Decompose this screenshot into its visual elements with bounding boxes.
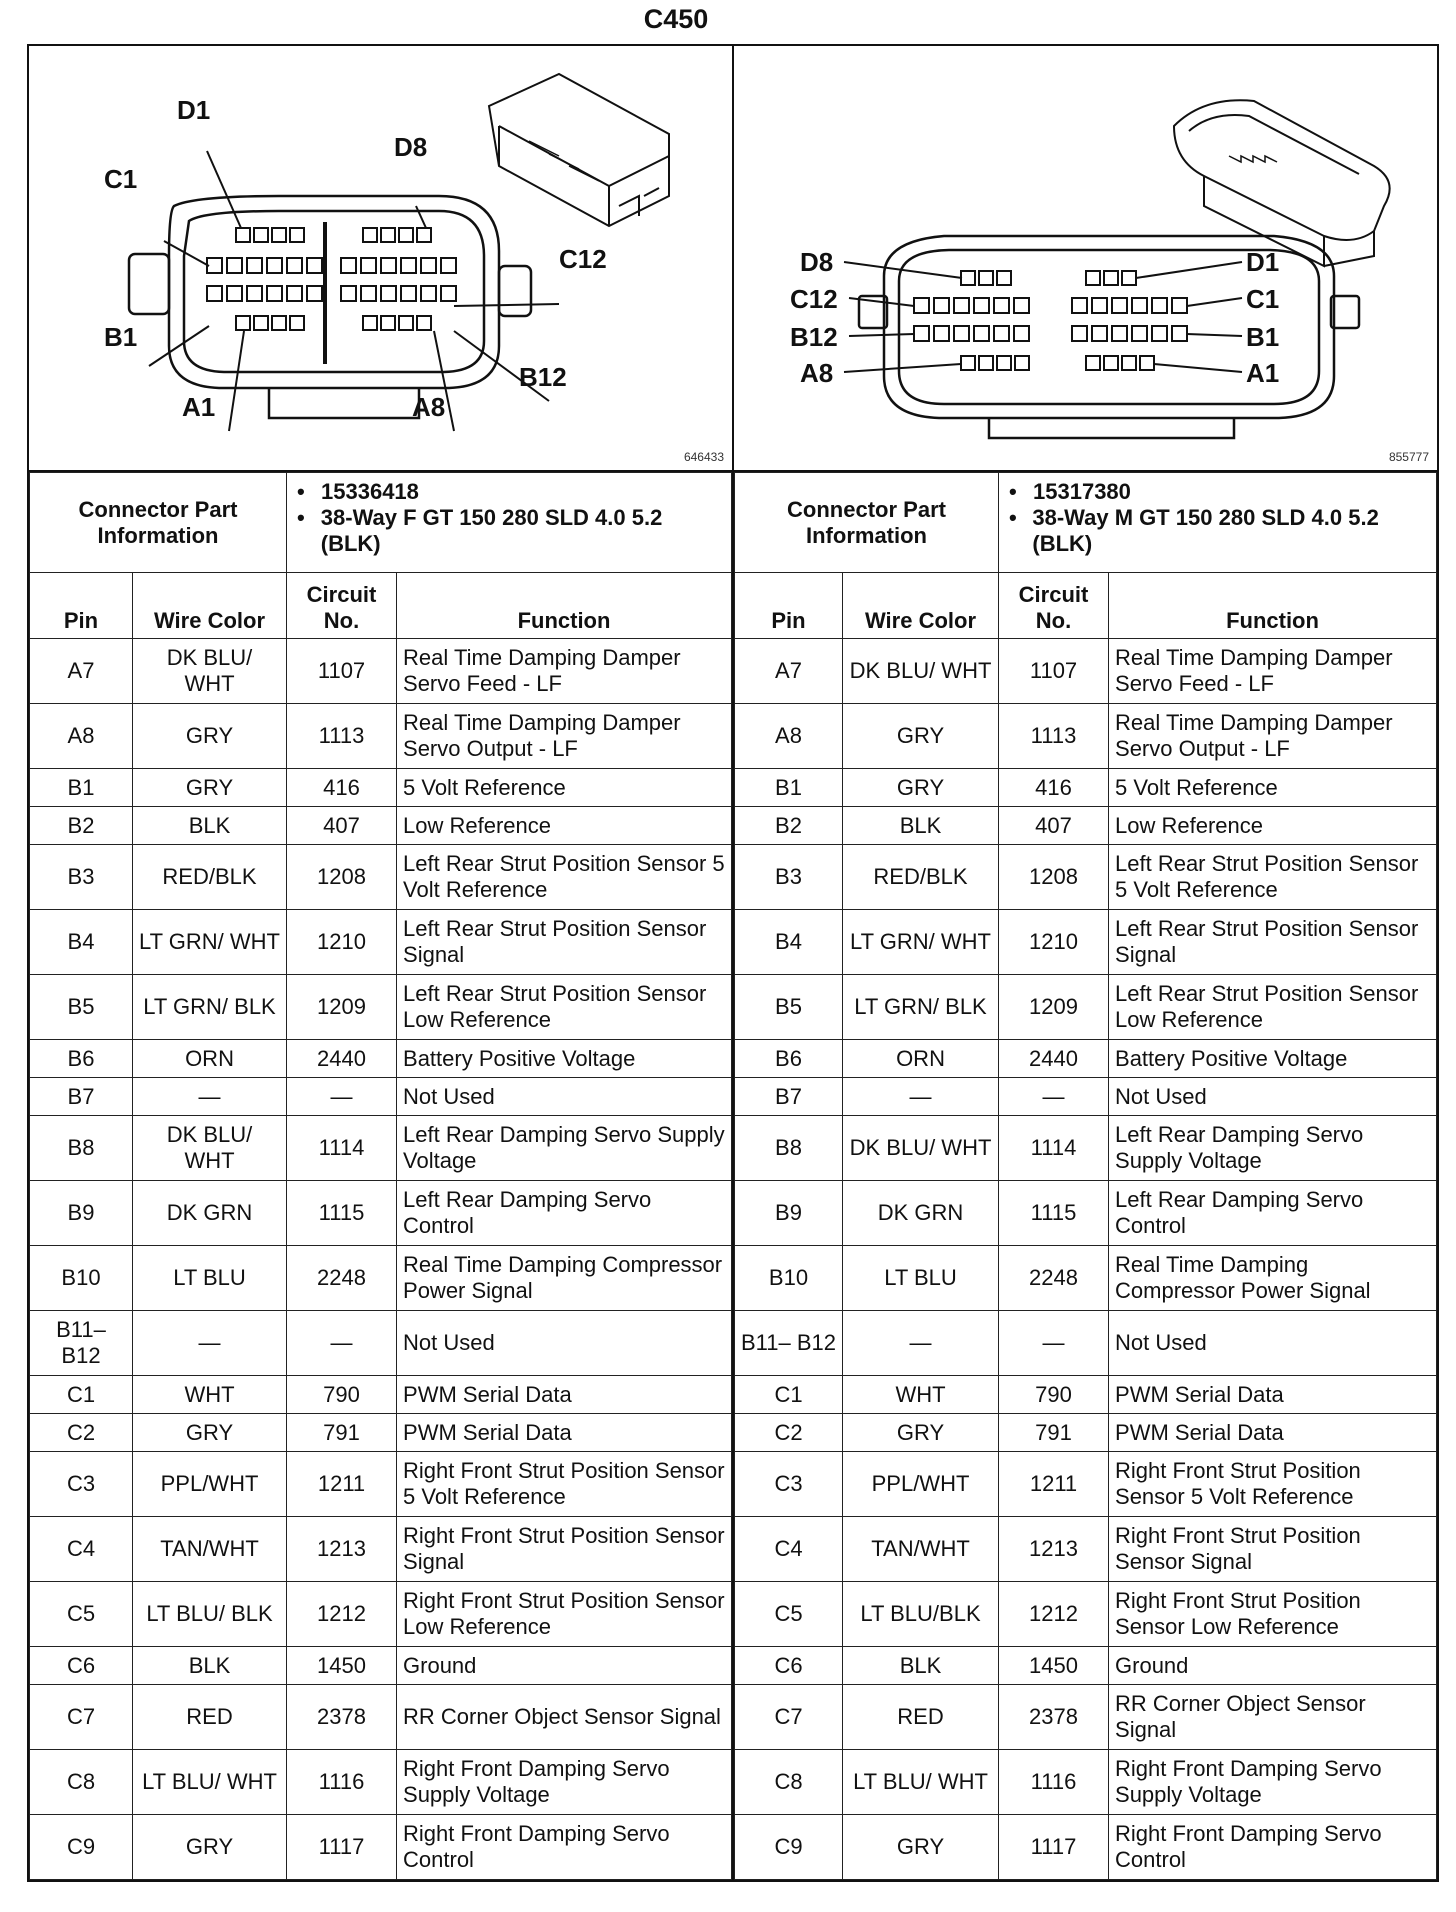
right-pinout-table (734, 472, 1437, 1880)
function-cell: Not Used (397, 1078, 732, 1116)
wire-color-cell: TAN/WHT (133, 1517, 287, 1582)
diagram-label-d1: D1 (1246, 247, 1280, 277)
header-wire-color: Wire Color (843, 573, 999, 639)
pin-cell: B8 (735, 1116, 843, 1181)
wire-color-cell: PPL/WHT (843, 1452, 999, 1517)
circuit-cell: 1210 (287, 910, 397, 975)
pin-row (735, 1078, 1437, 1116)
circuit-cell: 416 (287, 769, 397, 807)
function-cell: Right Front Strut Position Sensor Signal (397, 1517, 732, 1582)
pin-row (30, 1414, 732, 1452)
pin-row (735, 1582, 1437, 1647)
pin-cell: B1 (30, 769, 133, 807)
wire-color-cell: GRY (133, 704, 287, 769)
function-cell: PWM Serial Data (397, 1376, 732, 1414)
diagram-label-c1: C1 (104, 164, 138, 194)
pin-cell: B9 (30, 1181, 133, 1246)
left-pinout-table (29, 472, 732, 1880)
circuit-cell: 1212 (999, 1582, 1109, 1647)
circuit-cell: 1209 (287, 975, 397, 1040)
pin-row (30, 1311, 732, 1376)
function-cell: Right Front Strut Position Sensor Low Reference (1109, 1582, 1437, 1647)
function-cell: Left Rear Damping Servo Supply Voltage (1109, 1116, 1437, 1181)
pin-cell: A7 (735, 639, 843, 704)
circuit-cell: 1211 (287, 1452, 397, 1517)
circuit-cell: — (287, 1311, 397, 1376)
pin-cell: B7 (30, 1078, 133, 1116)
pin-cell: C9 (735, 1815, 843, 1880)
wire-color-cell: RED (843, 1685, 999, 1750)
function-cell: Ground (397, 1647, 732, 1685)
header-function: Function (397, 573, 732, 639)
circuit-cell: 1450 (287, 1647, 397, 1685)
function-cell: Real Time Damping Compressor Power Signal (1109, 1246, 1437, 1311)
pin-row (30, 1750, 732, 1815)
function-cell: RR Corner Object Sensor Signal (397, 1685, 732, 1750)
pin-row (30, 1376, 732, 1414)
pin-row (735, 1750, 1437, 1815)
circuit-cell: 1450 (999, 1647, 1109, 1685)
pin-row (735, 1040, 1437, 1078)
pin-cell: B1 (735, 769, 843, 807)
function-cell: Right Front Strut Position Sensor Signal (1109, 1517, 1437, 1582)
diagram-label-b1: B1 (1246, 322, 1280, 352)
wire-color-cell: LT GRN/ WHT (133, 910, 287, 975)
wire-color-cell: LT GRN/ WHT (843, 910, 999, 975)
right-connector-half (732, 46, 1437, 1880)
header-pin: Pin (30, 573, 133, 639)
wire-color-cell: DK BLU/ WHT (843, 1116, 999, 1181)
pin-cell: B3 (735, 845, 843, 910)
part-number: 15317380 (1033, 479, 1131, 504)
pin-row (735, 910, 1437, 975)
pin-cell: C3 (735, 1452, 843, 1517)
pin-row (735, 975, 1437, 1040)
connector-sheet (27, 44, 1439, 1882)
wire-color-cell: — (843, 1311, 999, 1376)
diagram-label-b12: B12 (790, 322, 838, 352)
circuit-cell: 2440 (287, 1040, 397, 1078)
pin-row (735, 704, 1437, 769)
wire-color-cell: TAN/WHT (843, 1517, 999, 1582)
circuit-cell: 2378 (999, 1685, 1109, 1750)
pin-cell: B9 (735, 1181, 843, 1246)
circuit-cell: 1210 (999, 910, 1109, 975)
pin-cell: B4 (735, 910, 843, 975)
diagram-label-a8: A8 (412, 392, 446, 422)
diagram-label-a1: A1 (182, 392, 216, 422)
circuit-cell: 1107 (287, 639, 397, 704)
pin-cell: C4 (735, 1517, 843, 1582)
diagram-label-c12: C12 (559, 244, 607, 274)
circuit-cell: 2248 (287, 1246, 397, 1311)
circuit-cell: 1115 (287, 1181, 397, 1246)
pin-cell: A7 (30, 639, 133, 704)
pin-row (30, 910, 732, 975)
function-cell: Left Rear Damping Servo Supply Voltage (397, 1116, 732, 1181)
pin-cell: C9 (30, 1815, 133, 1880)
function-cell: Left Rear Strut Position Sensor Low Reference (1109, 975, 1437, 1040)
pin-row (735, 1181, 1437, 1246)
pin-cell: B7 (735, 1078, 843, 1116)
pin-row (735, 807, 1437, 845)
pin-row (735, 1311, 1437, 1376)
pin-cell: B10 (30, 1246, 133, 1311)
function-cell: Left Rear Damping Servo Control (1109, 1181, 1437, 1246)
wire-color-cell: RED (133, 1685, 287, 1750)
circuit-cell: 2248 (999, 1246, 1109, 1311)
wire-color-cell: GRY (843, 1815, 999, 1880)
wire-color-cell: GRY (133, 1815, 287, 1880)
wire-color-cell: — (133, 1311, 287, 1376)
function-cell: Not Used (1109, 1078, 1437, 1116)
pin-row (735, 1414, 1437, 1452)
pin-cell: B3 (30, 845, 133, 910)
function-cell: Real Time Damping Compressor Power Signal (397, 1246, 732, 1311)
function-cell: Left Rear Strut Position Sensor 5 Volt Reference (397, 845, 732, 910)
diagram-label-b12: B12 (519, 362, 567, 392)
function-cell: Left Rear Strut Position Sensor Signal (1109, 910, 1437, 975)
wire-color-cell: DK BLU/ WHT (133, 639, 287, 704)
wire-color-cell: — (843, 1078, 999, 1116)
pin-cell: C1 (735, 1376, 843, 1414)
wire-color-cell: GRY (133, 1414, 287, 1452)
connector-part-info: • 15317380 • 38-Way M GT 150 280 SLD 4.0 5.2 (BLK) (999, 473, 1437, 573)
diagram-label-c12: C12 (790, 284, 838, 314)
wire-color-cell: LT BLU/BLK (843, 1582, 999, 1647)
wire-color-cell: BLK (133, 1647, 287, 1685)
connector-part-info-label: Connector Part Information (30, 473, 287, 573)
function-cell: Battery Positive Voltage (397, 1040, 732, 1078)
part-description: 38-Way F GT 150 280 SLD 4.0 5.2 (BLK) (320, 505, 663, 556)
function-cell: Right Front Strut Position Sensor Low Reference (397, 1582, 732, 1647)
pin-row (30, 1181, 732, 1246)
circuit-cell: 407 (287, 807, 397, 845)
female-connector-face-drawing (29, 46, 733, 470)
circuit-cell: — (287, 1078, 397, 1116)
circuit-cell: 790 (287, 1376, 397, 1414)
pin-cell: B8 (30, 1116, 133, 1181)
pin-row (735, 1647, 1437, 1685)
function-cell: Right Front Strut Position Sensor 5 Volt Reference (397, 1452, 732, 1517)
function-cell: Left Rear Damping Servo Control (397, 1181, 732, 1246)
function-cell: Not Used (1109, 1311, 1437, 1376)
circuit-cell: 791 (999, 1414, 1109, 1452)
pin-row (30, 1452, 732, 1517)
part-number: 15336418 (321, 479, 419, 504)
connector-part-info-label: Connector Part Information (735, 473, 999, 573)
pin-row (30, 1815, 732, 1880)
circuit-cell: 1117 (999, 1815, 1109, 1880)
circuit-cell: 1116 (999, 1750, 1109, 1815)
function-cell: RR Corner Object Sensor Signal (1109, 1685, 1437, 1750)
pin-cell: C7 (735, 1685, 843, 1750)
wire-color-cell: GRY (843, 769, 999, 807)
pin-cell: B11– B12 (30, 1311, 133, 1376)
circuit-cell: 790 (999, 1376, 1109, 1414)
pin-cell: C2 (735, 1414, 843, 1452)
pin-row (30, 975, 732, 1040)
diagram-label-d1: D1 (177, 95, 211, 125)
pin-row (30, 1647, 732, 1685)
circuit-cell: 416 (999, 769, 1109, 807)
pin-row (735, 845, 1437, 910)
wire-color-cell: LT BLU (843, 1246, 999, 1311)
pin-cell: C8 (735, 1750, 843, 1815)
pin-row (30, 807, 732, 845)
pin-cell: B10 (735, 1246, 843, 1311)
function-cell: Right Front Damping Servo Control (397, 1815, 732, 1880)
function-cell: Real Time Damping Damper Servo Output - LF (397, 704, 732, 769)
wire-color-cell: BLK (843, 807, 999, 845)
function-cell: Ground (1109, 1647, 1437, 1685)
circuit-cell: 2378 (287, 1685, 397, 1750)
wire-color-cell: LT GRN/ BLK (843, 975, 999, 1040)
pin-cell: C4 (30, 1517, 133, 1582)
wire-color-cell: LT GRN/ BLK (133, 975, 287, 1040)
function-cell: Right Front Damping Servo Supply Voltage (1109, 1750, 1437, 1815)
pin-cell: C8 (30, 1750, 133, 1815)
pin-row (735, 639, 1437, 704)
wire-color-cell: WHT (133, 1376, 287, 1414)
pin-row (735, 1815, 1437, 1880)
pin-row (30, 1116, 732, 1181)
diagram-label-b1: B1 (104, 322, 138, 352)
connector-title: C450 (643, 4, 709, 34)
function-cell: 5 Volt Reference (397, 769, 732, 807)
pin-row (735, 1376, 1437, 1414)
pin-row (30, 639, 732, 704)
function-cell: Right Front Damping Servo Control (1109, 1815, 1437, 1880)
function-cell: PWM Serial Data (397, 1414, 732, 1452)
pin-row (735, 1685, 1437, 1750)
diagram-label-a8: A8 (800, 358, 834, 388)
function-cell: Not Used (397, 1311, 732, 1376)
circuit-cell: 1115 (999, 1181, 1109, 1246)
pin-cell: B6 (735, 1040, 843, 1078)
circuit-cell: 1114 (999, 1116, 1109, 1181)
pin-row (735, 769, 1437, 807)
pin-cell: B4 (30, 910, 133, 975)
header-circuit-no: Circuit No. (287, 573, 397, 639)
pin-row (735, 1246, 1437, 1311)
wire-color-cell: GRY (843, 1414, 999, 1452)
pin-cell: B5 (735, 975, 843, 1040)
circuit-cell: 1213 (287, 1517, 397, 1582)
wire-color-cell: DK BLU/ WHT (843, 639, 999, 704)
pin-row (735, 1116, 1437, 1181)
circuit-cell: 1114 (287, 1116, 397, 1181)
function-cell: Battery Positive Voltage (1109, 1040, 1437, 1078)
circuit-cell: 791 (287, 1414, 397, 1452)
circuit-cell: 2440 (999, 1040, 1109, 1078)
wire-color-cell: RED/BLK (843, 845, 999, 910)
function-cell: Left Rear Strut Position Sensor Low Reference (397, 975, 732, 1040)
header-circuit-no: Circuit No. (999, 573, 1109, 639)
diagram-label-d8: D8 (800, 247, 834, 277)
circuit-cell: — (999, 1311, 1109, 1376)
wire-color-cell: DK GRN (133, 1181, 287, 1246)
pin-cell: C6 (735, 1647, 843, 1685)
pin-cell: A8 (30, 704, 133, 769)
circuit-cell: 1208 (287, 845, 397, 910)
pin-row (30, 1246, 732, 1311)
wire-color-cell: BLK (133, 807, 287, 845)
function-cell: Real Time Damping Damper Servo Feed - LF (1109, 639, 1437, 704)
wire-color-cell: DK BLU/ WHT (133, 1116, 287, 1181)
wire-color-cell: LT BLU/ WHT (133, 1750, 287, 1815)
pin-row (30, 1685, 732, 1750)
function-cell: PWM Serial Data (1109, 1414, 1437, 1452)
pin-row (30, 1517, 732, 1582)
left-connector-diagram (29, 46, 732, 472)
function-cell: Right Front Damping Servo Supply Voltage (397, 1750, 732, 1815)
function-cell: Real Time Damping Damper Servo Feed - LF (397, 639, 732, 704)
pin-cell: C7 (30, 1685, 133, 1750)
pin-row (735, 1452, 1437, 1517)
pin-cell: A8 (735, 704, 843, 769)
part-description: 38-Way M GT 150 280 SLD 4.0 5.2 (BLK) (1032, 505, 1379, 556)
pin-row (30, 1040, 732, 1078)
wire-color-cell: LT BLU/ WHT (843, 1750, 999, 1815)
function-cell: Low Reference (397, 807, 732, 845)
pin-cell: B5 (30, 975, 133, 1040)
figure-number: 646433 (683, 450, 724, 464)
wire-color-cell: GRY (843, 704, 999, 769)
wire-color-cell: DK GRN (843, 1181, 999, 1246)
circuit-cell: — (999, 1078, 1109, 1116)
circuit-cell: 1113 (999, 704, 1109, 769)
pin-cell: B2 (30, 807, 133, 845)
header-function: Function (1109, 573, 1437, 639)
diagram-label-d8: D8 (394, 132, 428, 162)
wire-color-cell: BLK (843, 1647, 999, 1685)
pin-row (30, 845, 732, 910)
function-cell: PWM Serial Data (1109, 1376, 1437, 1414)
function-cell: Low Reference (1109, 807, 1437, 845)
pin-row (735, 1517, 1437, 1582)
function-cell: 5 Volt Reference (1109, 769, 1437, 807)
wire-color-cell: RED/BLK (133, 845, 287, 910)
circuit-cell: 1116 (287, 1750, 397, 1815)
wire-color-cell: WHT (843, 1376, 999, 1414)
circuit-cell: 1209 (999, 975, 1109, 1040)
wire-color-cell: LT BLU (133, 1246, 287, 1311)
circuit-cell: 1212 (287, 1582, 397, 1647)
circuit-cell: 1213 (999, 1517, 1109, 1582)
left-connector-half (29, 46, 732, 1880)
pin-cell: B6 (30, 1040, 133, 1078)
pin-cell: C6 (30, 1647, 133, 1685)
pin-row (30, 704, 732, 769)
header-wire-color: Wire Color (133, 573, 287, 639)
pin-cell: C5 (30, 1582, 133, 1647)
wire-color-cell: GRY (133, 769, 287, 807)
circuit-cell: 1107 (999, 639, 1109, 704)
wire-color-cell: ORN (133, 1040, 287, 1078)
function-cell: Right Front Strut Position Sensor 5 Volt Reference (1109, 1452, 1437, 1517)
figure-number: 855777 (1388, 450, 1429, 464)
pin-cell: C5 (735, 1582, 843, 1647)
wire-color-cell: PPL/WHT (133, 1452, 287, 1517)
header-pin: Pin (735, 573, 843, 639)
wire-color-cell: LT BLU/ BLK (133, 1582, 287, 1647)
pin-cell: B2 (735, 807, 843, 845)
function-cell: Left Rear Strut Position Sensor 5 Volt Reference (1109, 845, 1437, 910)
wire-color-cell: — (133, 1078, 287, 1116)
wire-color-cell: ORN (843, 1040, 999, 1078)
function-cell: Real Time Damping Damper Servo Output - LF (1109, 704, 1437, 769)
circuit-cell: 1208 (999, 845, 1109, 910)
circuit-cell: 1117 (287, 1815, 397, 1880)
pin-row (30, 1078, 732, 1116)
male-connector-face-drawing (734, 46, 1438, 470)
right-connector-diagram (734, 46, 1437, 472)
circuit-cell: 1113 (287, 704, 397, 769)
circuit-cell: 407 (999, 807, 1109, 845)
diagram-label-c1: C1 (1246, 284, 1280, 314)
pin-cell: C3 (30, 1452, 133, 1517)
pin-row (30, 1582, 732, 1647)
pin-cell: C1 (30, 1376, 133, 1414)
pin-cell: B11– B12 (735, 1311, 843, 1376)
function-cell: Left Rear Strut Position Sensor Signal (397, 910, 732, 975)
diagram-label-a1: A1 (1246, 358, 1280, 388)
pin-row (30, 769, 732, 807)
pin-cell: C2 (30, 1414, 133, 1452)
circuit-cell: 1211 (999, 1452, 1109, 1517)
connector-part-info: • 15336418 • 38-Way F GT 150 280 SLD 4.0 5.2 (BLK) (287, 473, 732, 573)
